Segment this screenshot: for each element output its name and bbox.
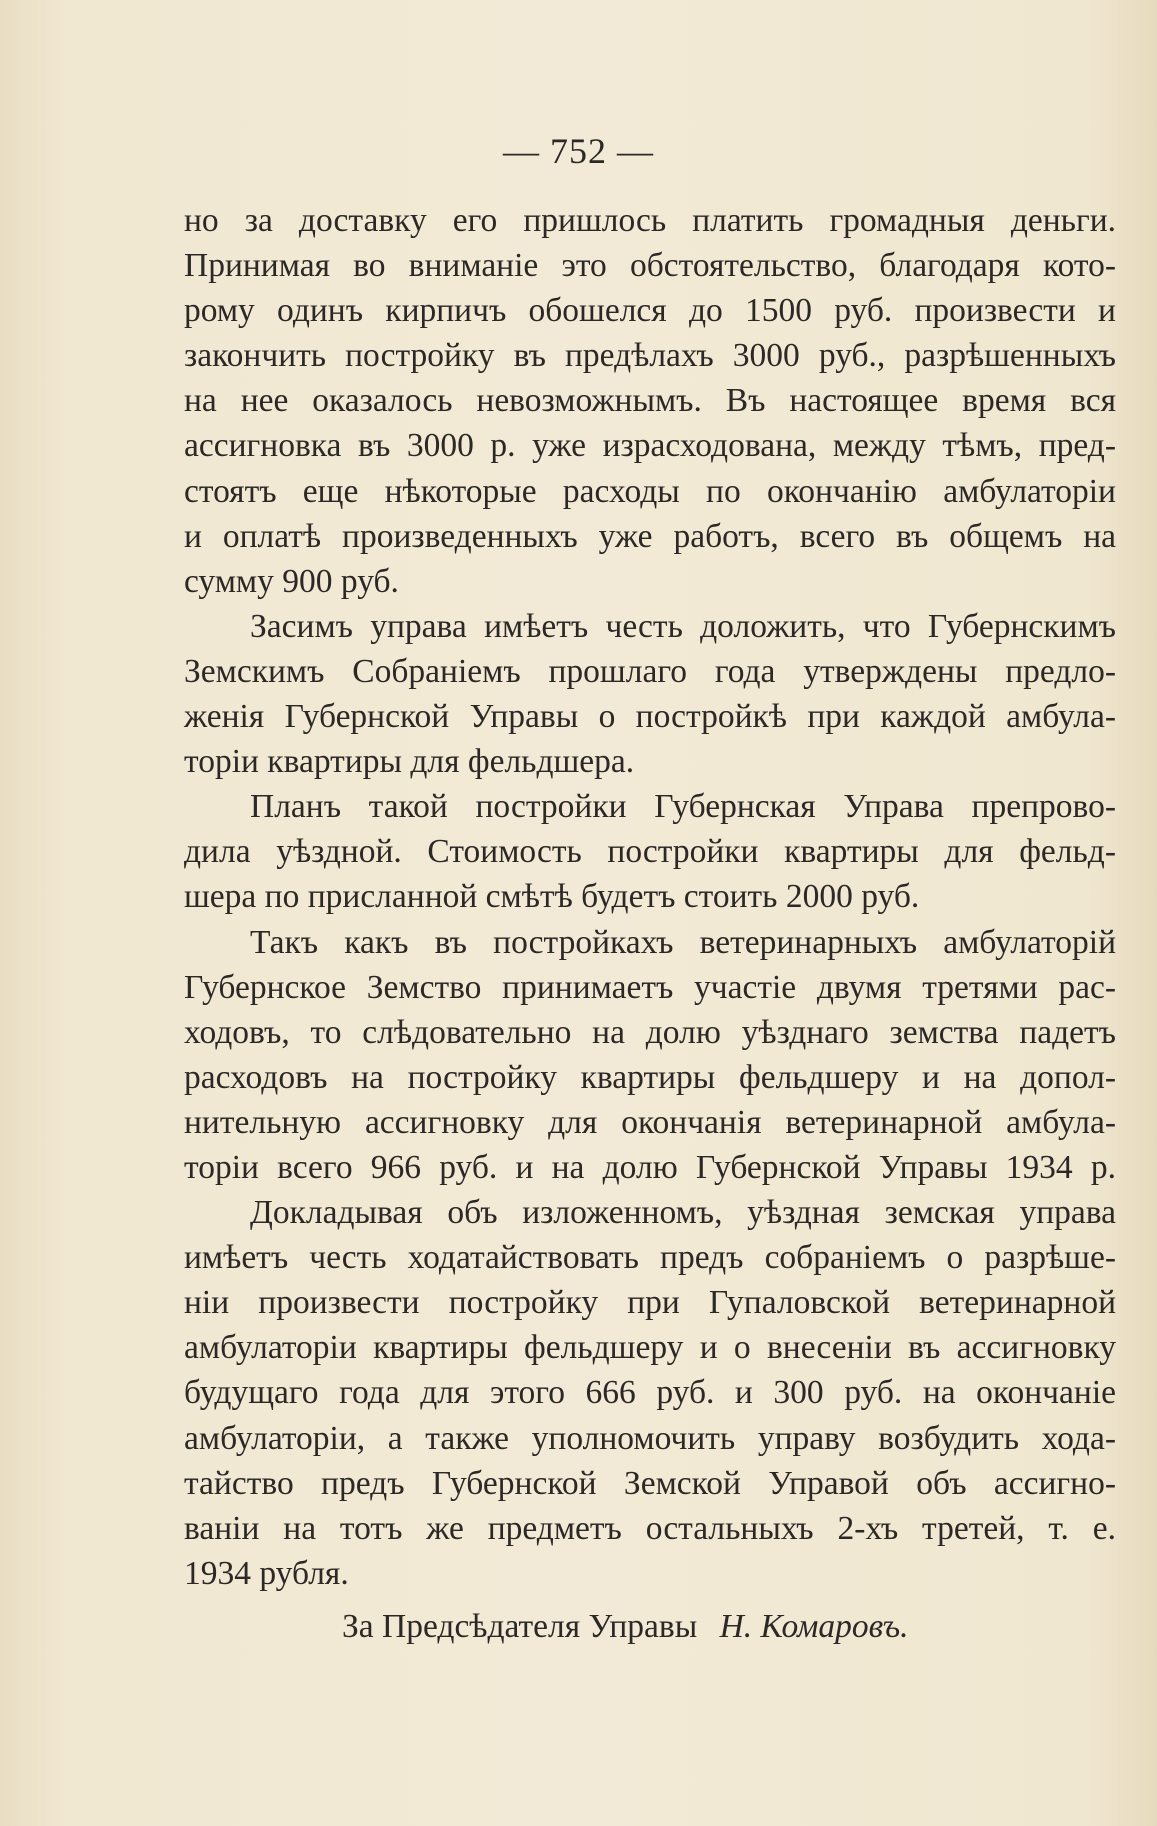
signature-name: Н. Комаровъ. (719, 1607, 909, 1645)
text-line: амбулаторіи, а также уполномочить управу возбудить хода- (184, 1419, 1116, 1457)
text-line: сумму 900 руб. (184, 562, 399, 600)
text-line: 1934 рубля. (184, 1554, 349, 1592)
text-line: Принимая во вниманіе это обстоятельство, благодаря кото- (184, 247, 1116, 285)
page-number: — 752 — (503, 131, 654, 171)
text-line: ассигновка въ 3000 р. уже израсходована, между тѣмъ, пред- (184, 427, 1116, 465)
text-line: и оплатѣ произведенныхъ уже работъ, всего въ общемъ на (184, 517, 1116, 555)
text-line: ніи произвести постройку при Гупаловской ветеринарной (184, 1284, 1116, 1322)
text-line: Земскимъ Собраніемъ прошлаго года утверждены предло- (184, 652, 1116, 690)
text-line: амбулаторіи квартиры фельдшеру и о внесеніи въ ассигновку (184, 1329, 1116, 1367)
text-line: женія Губернской Управы о постройкѣ при каждой амбула- (184, 698, 1116, 736)
text-line: торіи всего 966 руб. и на долю Губернской Управы 1934 р. (184, 1148, 1116, 1186)
text-line: на нее оказалось невозможнымъ. Въ настоящее время вся (184, 382, 1116, 420)
text-line: будущаго года для этого 666 руб. и 300 руб. на окончаніе (184, 1374, 1116, 1412)
signature-prefix: За Предсѣдателя Управы (342, 1607, 698, 1645)
text-line: шера по присланной смѣтѣ будетъ стоить 2000 руб. (184, 878, 920, 916)
text-line: дила уѣздной. Стоимость постройки квартиры для фельд- (184, 833, 1116, 871)
text-line: Планъ такой постройки Губернская Управа препрово- (250, 788, 1116, 826)
text-line: нительную ассигновку для окончанія ветеринарной амбула- (184, 1103, 1116, 1141)
text-line: Засимъ управа имѣетъ честь доложить, что Губернскимъ (250, 607, 1116, 645)
body-text (184, 198, 1116, 1649)
text-line: Такъ какъ въ постройкахъ ветеринарныхъ амбулаторій (250, 923, 1116, 961)
text-line: рому одинъ кирпичъ обошелся до 1500 руб. произвести и (184, 292, 1116, 330)
text-line: ходовъ, то слѣдовательно на долю уѣзднаго земства падетъ (184, 1013, 1116, 1051)
text-line: ваніи на тотъ же предметъ остальныхъ 2-хъ третей, т. е. (184, 1509, 1116, 1547)
signature (184, 1604, 1116, 1649)
text-line: торіи квартиры для фельдшера. (184, 743, 635, 781)
text-line: Докладывая объ изложенномъ, уѣздная земская управа (250, 1194, 1116, 1232)
text-line: стоятъ еще нѣкоторые расходы по окончанію амбулаторіи (184, 472, 1116, 510)
text-line: но за доставку его пришлось платить громадныя деньги. (184, 202, 1116, 239)
text-line: тайство предъ Губернской Земской Управой объ ассигно- (184, 1464, 1116, 1502)
text-line: расходовъ на постройку квартиры фельдшеру и на допол- (184, 1058, 1116, 1096)
text-line: закончить постройку въ предѣлахъ 3000 руб., разрѣшенныхъ (184, 337, 1116, 375)
text-line: имѣетъ честь ходатайствовать предъ собраніемъ о разрѣше- (184, 1239, 1116, 1277)
text-line: Губернское Земство принимаетъ участіе двумя третями рас- (184, 968, 1116, 1006)
